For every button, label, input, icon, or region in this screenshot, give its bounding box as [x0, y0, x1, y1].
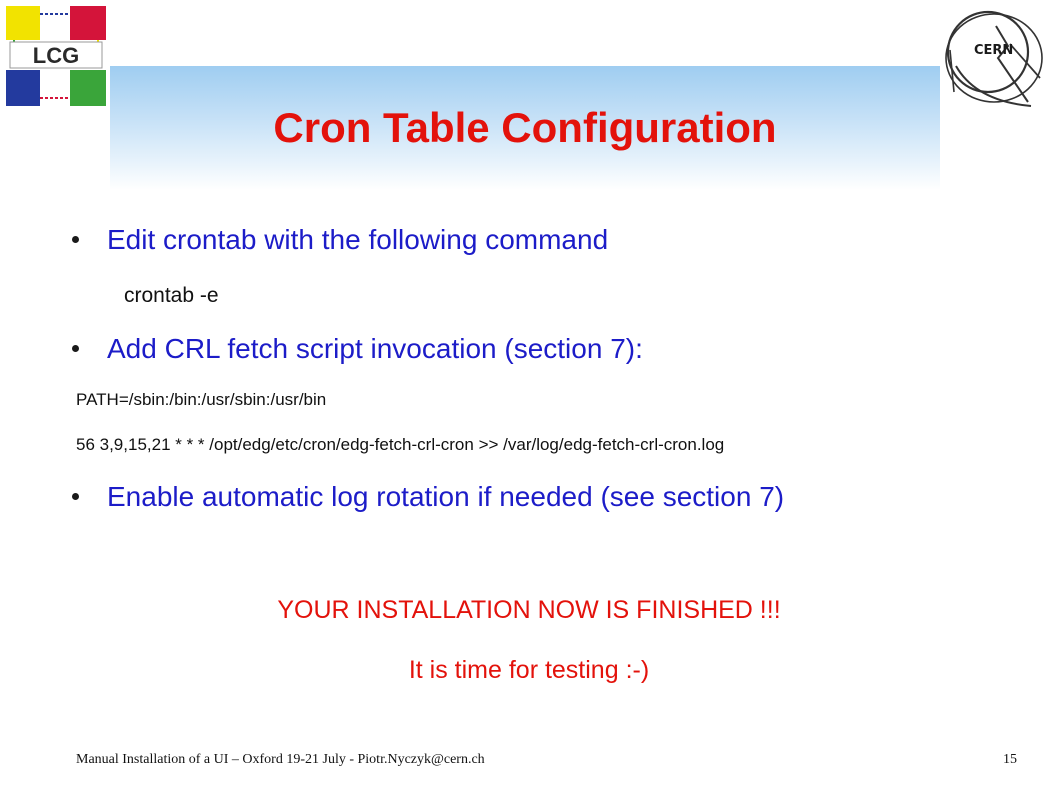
testing-message: It is time for testing :-) [408, 656, 650, 684]
bullet-item-3 [72, 481, 784, 513]
bullet-text-2: Add CRL fetch script invocation (section 7): [107, 333, 643, 364]
footer-text: Manual Installation of a UI – Oxford 19-21 July - Piotr.Nyczyk@cern.ch [76, 752, 485, 767]
bullet-item-2 [72, 333, 643, 365]
bullet-text-1: Edit crontab with the following command [107, 224, 609, 255]
cron-path-line: PATH=/sbin:/bin:/usr/sbin:/usr/bin [76, 390, 327, 409]
lcg-logo [6, 6, 106, 106]
cron-schedule-line: 56 3,9,15,21 * * * /opt/edg/etc/cron/edg-fetch-crl-cron >> /var/log/edg-fetch-crl-cron.log [76, 435, 725, 454]
cern-logo-text: CERN [974, 43, 1014, 58]
bullet-dot-icon [72, 345, 79, 352]
bullet-item-1 [72, 224, 608, 256]
bullet-dot-icon [72, 493, 79, 500]
cern-logo [936, 6, 1054, 112]
slide-title: Cron Table Configuration [273, 104, 777, 151]
bullet-dot-icon [72, 236, 79, 243]
lcg-logo-text: LCG [32, 43, 80, 68]
command-text: crontab -e [124, 284, 219, 307]
page-number: 15 [1003, 752, 1017, 767]
bullet-text-3: Enable automatic log rotation if needed (see section 7) [107, 481, 785, 512]
finished-message: YOUR INSTALLATION NOW IS FINISHED !!! [277, 596, 781, 624]
